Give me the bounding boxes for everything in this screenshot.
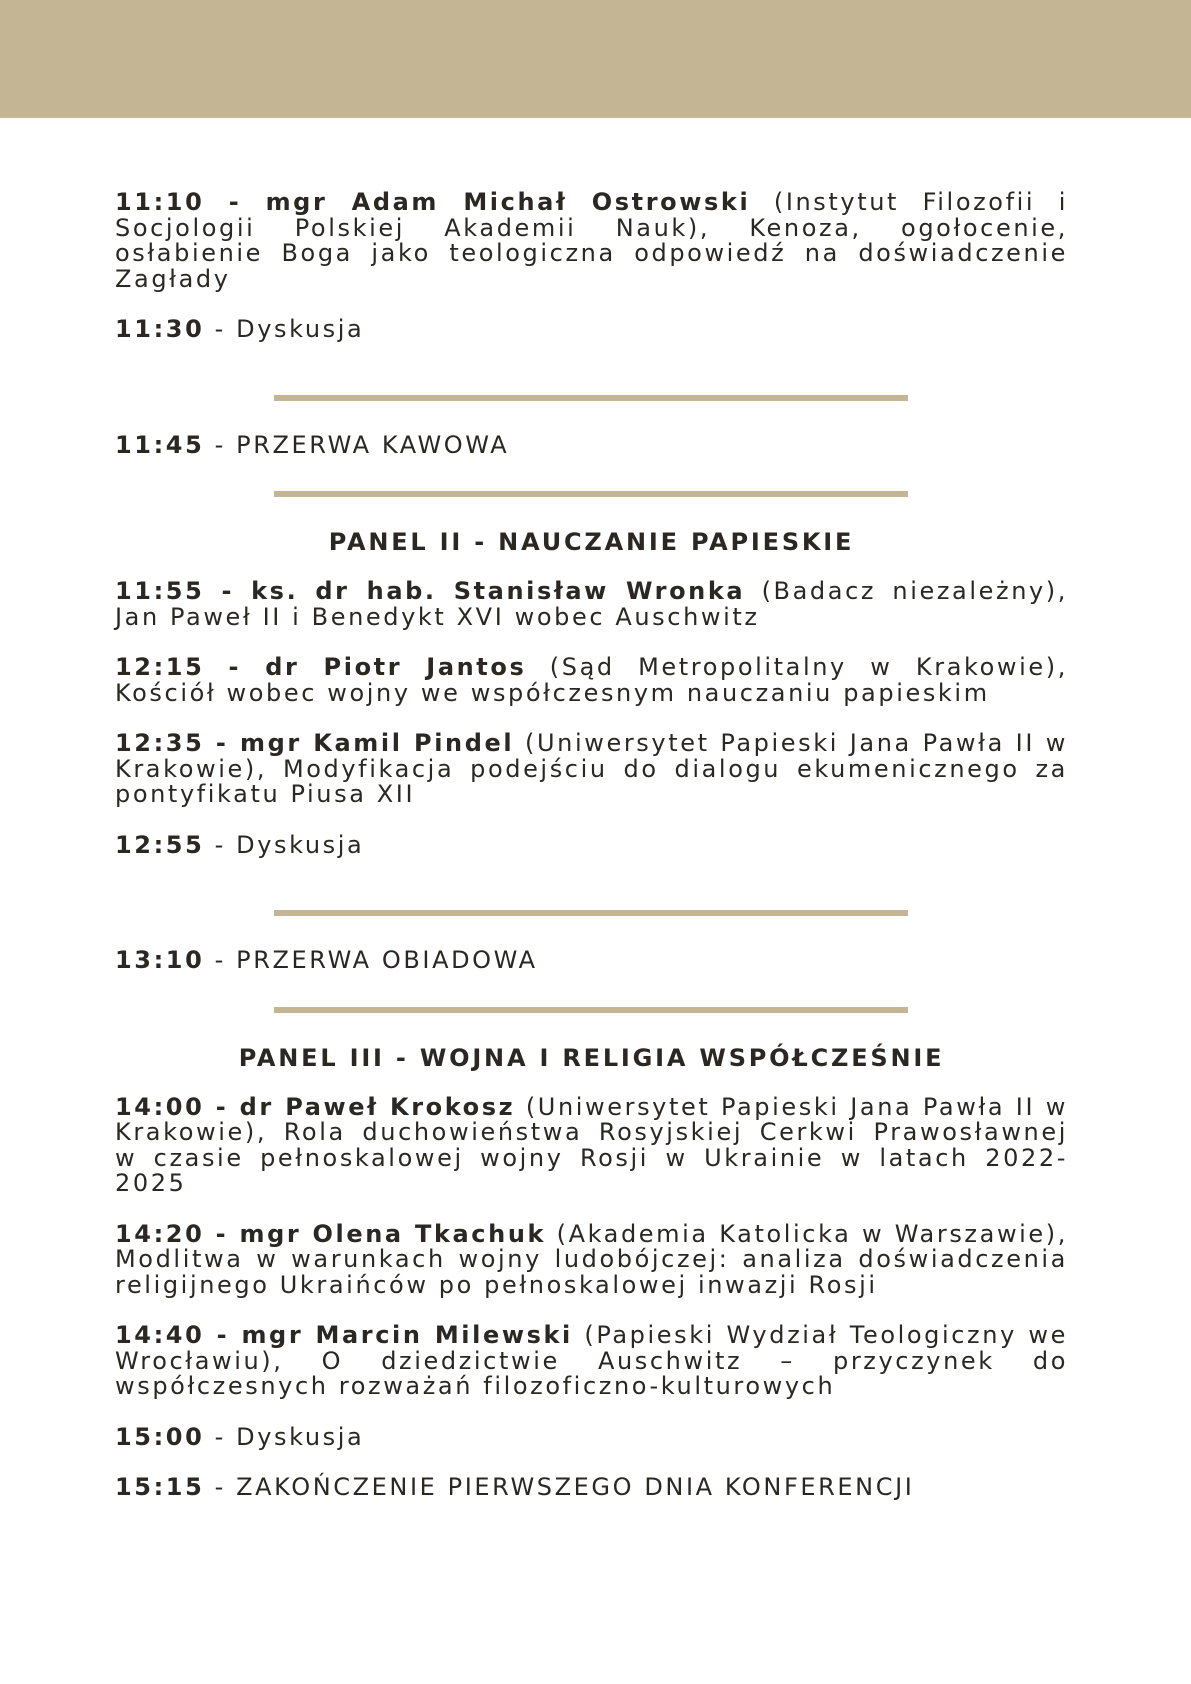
discussion-entry: 15:00 - Dyskusja: [115, 1422, 365, 1451]
talk-entry: 14:00 - dr Paweł Krokosz (Uniwersytet Papieski Jana Pawła II w Krakowie), Rola duchowieństwa Rosyjskiej Cerkwi Prawosławnej w czasie pełnoskalowej wojny Rosji w Ukrainie w latach 2022-2025: [115, 1092, 1068, 1197]
talk-entry: 11:55 - ks. dr hab. Stanisław Wronka (Badacz niezależny), Jan Paweł II i Benedykt XVI wobec Auschwitz: [115, 577, 1068, 631]
talk-details: (Instytut Filozofii i Socjologii Polskiej Akademii Nauk), Kenoza, ogołocenie, osłabienie Boga jako teologiczna odpowiedź na doświadczenie Zagłady: [115, 188, 1069, 293]
talk-details: (Uniwersytet Papieski Jana Pawła II w Krakowie), Rola duchowieństwa Rosyjskiej Cerkwi Prawosławnej w czasie pełnoskalowej wojny Rosji w Ukrainie w latach 2022-2025: [115, 1092, 1068, 1197]
break-label: PRZERWA KAWOWA: [236, 430, 510, 459]
discussion-label: Dyskusja: [236, 830, 365, 859]
section-divider: [274, 1007, 908, 1013]
lunch-break-entry: 13:10 - PRZERWA OBIADOWA: [115, 946, 538, 974]
talk-speaker: ks. dr hab. Stanisław Wronka: [251, 577, 746, 605]
talk-details: (Sąd Metropolitalny w Krakowie), Kościół wobec wojny we współczesnym nauczaniu papieskim: [115, 653, 1068, 707]
talk-speaker: dr Paweł Krokosz: [239, 1092, 516, 1121]
break-time: 11:45: [115, 430, 205, 459]
discussion-entry: 12:55 - Dyskusja: [115, 830, 365, 859]
talk-time: 11:10: [115, 188, 205, 216]
closing-label: ZAKOŃCZENIE PIERWSZEGO DNIA KONFERENCJI: [236, 1473, 915, 1501]
section-divider: [274, 491, 908, 497]
talk-entry: 12:35 - mgr Kamil Pindel (Uniwersytet Papieski Jana Pawła II w Krakowie), Modyfikacja podejściu do dialogu ekumenicznego za pontyfikatu Piusa XII: [115, 729, 1069, 808]
talk-time: 11:55: [115, 577, 205, 605]
talk-speaker: mgr Olena Tkachuk: [239, 1219, 547, 1248]
talk-entry: 11:10 - mgr Adam Michał Ostrowski (Instytut Filozofii i Socjologii Polskiej Akademii Nauk), Kenoza, ogołocenie, osłabienie Boga jako teologiczna odpowiedź na doświadczenie Zagłady: [115, 188, 1069, 293]
panel-heading: PANEL III - WOJNA I RELIGIA WSPÓŁCZEŚNIE: [238, 1043, 945, 1072]
section-divider: [274, 395, 908, 401]
coffee-break-entry: 11:45 - PRZERWA KAWOWA: [115, 430, 510, 459]
talk-time: 14:20: [115, 1219, 205, 1248]
panel-heading: PANEL II - NAUCZANIE PAPIESKIE: [328, 528, 855, 556]
discussion-label: Dyskusja: [236, 315, 365, 343]
talk-time: 12:15: [115, 653, 205, 681]
discussion-time: 12:55: [115, 830, 205, 859]
talk-details: (Uniwersytet Papieski Jana Pawła II w Krakowie), Modyfikacja podejściu do dialogu ekumenicznego za pontyfikatu Piusa XII: [115, 729, 1069, 808]
talk-entry: 14:20 - mgr Olena Tkachuk (Akademia Katolicka w Warszawie), Modlitwa w warunkach wojny ludobójczej: analiza doświadczenia religijnego Ukraińców po pełnoskalowej inwazji Rosji: [115, 1219, 1068, 1299]
talk-time: 14:00: [115, 1092, 205, 1121]
discussion-label: Dyskusja: [236, 1422, 365, 1451]
talk-details: (Akademia Katolicka w Warszawie), Modlitwa w warunkach wojny ludobójczej: analiza doświadczenia religijnego Ukraińców po pełnoskalowej inwazji Rosji: [115, 1219, 1068, 1299]
talk-entry: 12:15 - dr Piotr Jantos (Sąd Metropolitalny w Krakowie), Kościół wobec wojny we współczesnym nauczaniu papieskim: [115, 653, 1068, 707]
talk-speaker: dr Piotr Jantos: [265, 653, 527, 681]
talk-details: (Papieski Wydział Teologiczny we Wrocławiu), O dziedzictwie Auschwitz – przyczynek do współczesnych rozważań filozoficzno-kulturowych: [115, 1321, 1068, 1400]
talk-speaker: mgr Kamil Pindel: [239, 729, 515, 757]
talk-time: 14:40: [115, 1321, 205, 1349]
talk-entry: 14:40 - mgr Marcin Milewski (Papieski Wydział Teologiczny we Wrocławiu), O dziedzictwie Auschwitz – przyczynek do współczesnych rozważań filozoficzno-kulturowych: [115, 1321, 1068, 1400]
discussion-time: 15:00: [115, 1422, 205, 1451]
talk-speaker: mgr Marcin Milewski: [241, 1321, 573, 1349]
talk-speaker: mgr Adam Michał Ostrowski: [265, 188, 751, 216]
closing-entry: 15:15 - ZAKOŃCZENIE PIERWSZEGO DNIA KONFERENCJI: [115, 1473, 915, 1501]
closing-time: 15:15: [115, 1473, 205, 1501]
break-label: PRZERWA OBIADOWA: [236, 946, 538, 974]
talk-details: (Badacz niezależny), Jan Paweł II i Benedykt XVI wobec Auschwitz: [115, 577, 1068, 631]
program-content: [115, 190, 1068, 1501]
header-band: [0, 0, 1191, 118]
discussion-entry: 11:30 - Dyskusja: [115, 315, 365, 343]
break-time: 13:10: [115, 946, 205, 974]
discussion-time: 11:30: [115, 315, 205, 343]
section-divider: [274, 910, 908, 916]
talk-time: 12:35: [115, 729, 205, 757]
